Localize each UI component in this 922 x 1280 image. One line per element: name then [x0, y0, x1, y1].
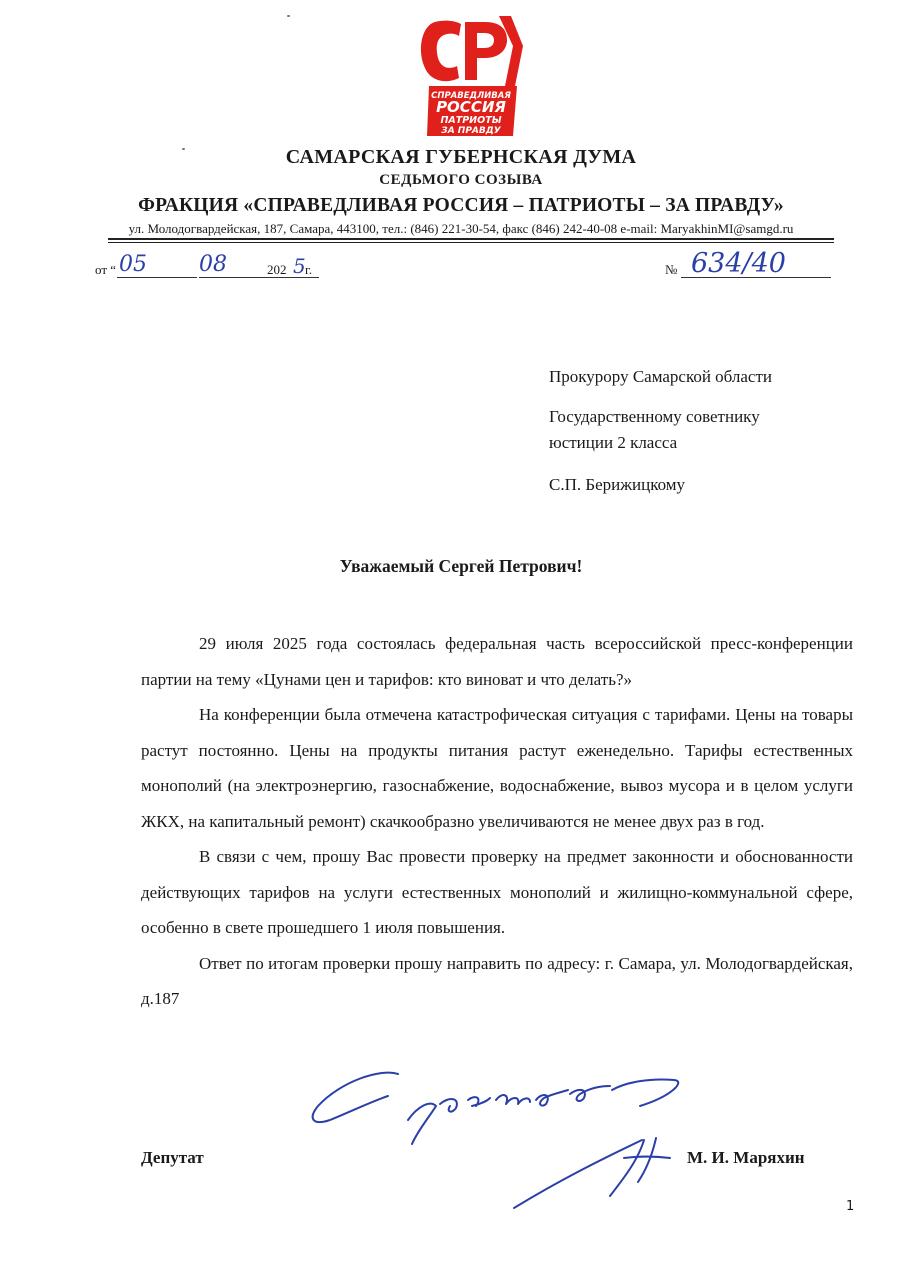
letter-body [141, 626, 853, 1017]
doc-number-handwritten: 634/40 [691, 248, 786, 279]
signatory-role: Депутат [141, 1148, 204, 1167]
date-year-prefix: 202 [267, 262, 287, 277]
scan-speck [182, 148, 185, 150]
addressee-line-3: юстиции 2 класса [549, 433, 678, 452]
contacts-line: ул. Молодогвардейская, 187, Самара, 443100, тел.: (846) 221-30-54, факс (846) 242-40-08 e-mail: MaryakhinMI@samgd.ru [128, 221, 794, 236]
scan-speck [287, 15, 290, 17]
paragraph-3: В связи с чем, прошу Вас провести проверку на предмет законности и обоснованности действующих тарифов на услуги естественных монополий и жилищно-коммунальной сфере, особенно в свете прошедшего 1 июля повышения. [141, 847, 853, 937]
addressee-line-4: С.П. Берижицкому [549, 475, 686, 494]
faction-title: ФРАКЦИЯ «СПРАВЕДЛИВАЯ РОССИЯ – ПАТРИОТЫ – ЗА ПРАВДУ» [138, 195, 784, 216]
header-rule-thin [108, 242, 834, 243]
salutation: Уважаемый Сергей Петрович! [339, 556, 583, 576]
doc-number-label: № [665, 262, 678, 277]
handwritten-signature [300, 1060, 750, 1220]
date-month-handwritten: 08 [199, 252, 227, 277]
logo-line-3: ПАТРИОТЫ [440, 115, 502, 126]
date-day-handwritten: 05 [119, 252, 147, 277]
convocation-title: СЕДЬМОГО СОЗЫВА [379, 172, 543, 188]
addressee-line-1: Прокурору Самарской области [549, 367, 773, 386]
party-logo [419, 12, 523, 138]
date-year-suffix: г. [305, 262, 313, 277]
date-year-handwritten: 5 [293, 254, 306, 278]
page-number: 1 [846, 1199, 855, 1214]
logo-line-2: РОССИЯ [436, 98, 506, 116]
logo-line-1: СПРАВЕДЛИВАЯ [431, 91, 511, 101]
date-from-label: от “ [95, 262, 117, 277]
date-day-underline [117, 277, 197, 278]
signatory-name: М. И. Маряхин [687, 1148, 805, 1167]
duma-title: САМАРСКАЯ ГУБЕРНСКАЯ ДУМА [285, 146, 637, 168]
logo-line-4: ЗА ПРАВДУ [441, 126, 501, 136]
paragraph-4: Ответ по итогам проверки прошу направить по адресу: г. Самара, ул. Молодогвардейская, д.187 [141, 953, 853, 1008]
addressee-line-2: Государственному советнику [549, 407, 760, 426]
paragraph-1: 29 июля 2025 года состоялась федеральная часть всероссийской пресс-конференции партии на тему «Цунами цен и тарифов: кто виноват и что делать?» [141, 634, 853, 689]
paragraph-2: На конференции была отмечена катастрофическая ситуация с тарифами. Цены на товары растут постоянно. Цены на продукты питания растут еженедельно. Тарифы естественных монополий (на электроэнергию, газоснабжение, водоснабжение, вывоз мусора и в целом услуги ЖКХ, на капитальный ремонт) скачкообразно увеличиваются не менее двух раз в год. [141, 705, 853, 831]
header-rule-thick [108, 238, 834, 240]
